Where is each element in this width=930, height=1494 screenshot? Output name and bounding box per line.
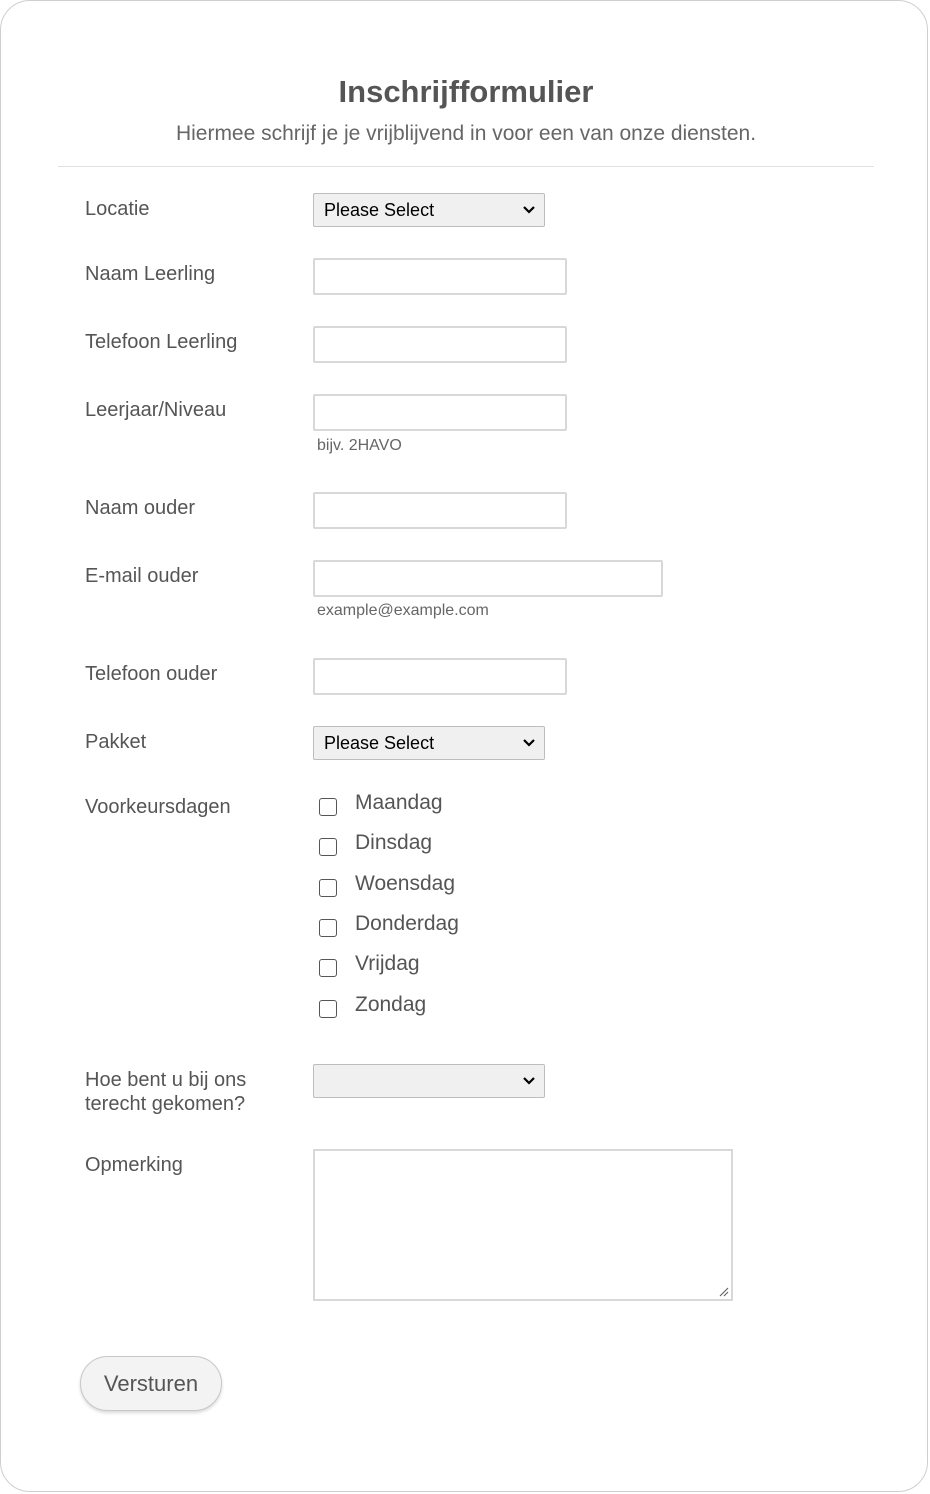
- naam-leerling-input[interactable]: [313, 258, 567, 295]
- resize-grip-icon[interactable]: [717, 1285, 729, 1297]
- opmerking-label: Opmerking: [85, 1154, 183, 1176]
- naam-leerling-label: Naam Leerling: [85, 263, 216, 285]
- leerjaar-label: Leerjaar/Niveau: [85, 399, 227, 421]
- herkomst-select[interactable]: [313, 1064, 545, 1098]
- email-ouder-input[interactable]: [313, 560, 663, 597]
- checkbox-dinsdag[interactable]: [319, 838, 337, 856]
- checkbox-woensdag[interactable]: [319, 879, 337, 897]
- checkbox-label-zondag[interactable]: Zondag: [355, 993, 427, 1016]
- chevron-down-icon: [523, 1076, 535, 1086]
- pakket-select[interactable]: [313, 726, 545, 760]
- telefoon-leerling-label: Telefoon Leerling: [85, 331, 238, 353]
- voorkeursdagen-label: Voorkeursdagen: [85, 796, 231, 818]
- checkbox-label-donderdag[interactable]: Donderdag: [355, 912, 459, 935]
- leerjaar-hint: bijv. 2HAVO: [317, 437, 402, 454]
- email-ouder-label: E-mail ouder: [85, 565, 199, 587]
- submit-button[interactable]: Versturen: [80, 1356, 222, 1411]
- pakket-label: Pakket: [85, 731, 147, 753]
- checkbox-vrijdag[interactable]: [319, 959, 337, 977]
- naam-ouder-input[interactable]: [313, 492, 567, 529]
- leerjaar-input[interactable]: [313, 394, 567, 431]
- chevron-down-icon: [523, 738, 535, 748]
- chevron-down-icon: [523, 205, 535, 215]
- telefoon-leerling-input[interactable]: [313, 326, 567, 363]
- pakket-select-value: Please Select: [324, 733, 435, 753]
- herkomst-label-line1: Hoe bent u bij ons: [85, 1069, 247, 1091]
- telefoon-ouder-label: Telefoon ouder: [85, 663, 218, 685]
- form-subtitle: Hiermee schrijf je je vrijblijvend in voor een van onze diensten.: [175, 122, 757, 145]
- checkbox-label-maandag[interactable]: Maandag: [355, 791, 443, 814]
- checkbox-label-woensdag[interactable]: Woensdag: [355, 872, 456, 895]
- checkbox-label-dinsdag[interactable]: Dinsdag: [355, 831, 433, 854]
- opmerking-textarea[interactable]: [313, 1149, 733, 1301]
- email-ouder-hint: example@example.com: [317, 602, 489, 619]
- telefoon-ouder-input[interactable]: [313, 658, 567, 695]
- checkbox-donderdag[interactable]: [319, 919, 337, 937]
- locatie-select[interactable]: [313, 193, 545, 227]
- locatie-select-value: Please Select: [324, 200, 435, 220]
- header-divider: [58, 166, 874, 167]
- form-title: Inschrijfformulier: [338, 74, 594, 109]
- naam-ouder-label: Naam ouder: [85, 497, 196, 519]
- checkbox-maandag[interactable]: [319, 798, 337, 816]
- herkomst-label-line2: terecht gekomen?: [85, 1093, 246, 1115]
- locatie-label: Locatie: [85, 198, 150, 220]
- checkbox-label-vrijdag[interactable]: Vrijdag: [355, 952, 420, 975]
- checkbox-zondag[interactable]: [319, 1000, 337, 1018]
